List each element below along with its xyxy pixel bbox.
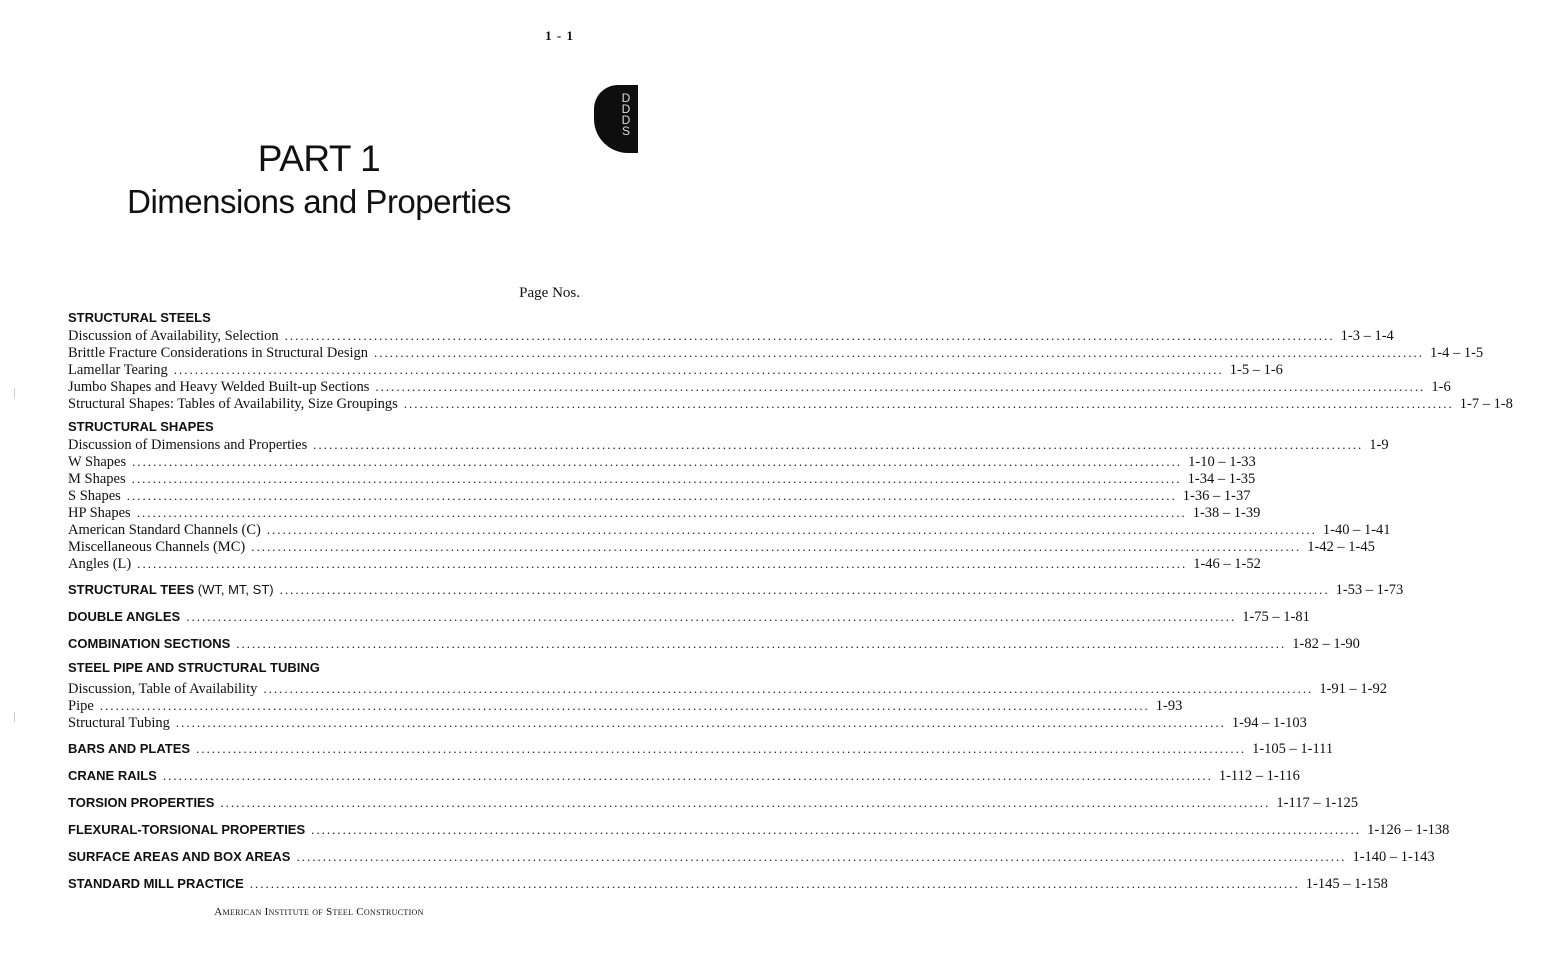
toc-entry[interactable]: Miscellaneous Channels (MC) ........................................................................................................................................................................................................ 1-42 – 1-45 xyxy=(68,539,1375,555)
leader-dots: ........................................................................................................................................................................................................ xyxy=(136,505,1187,520)
leader-dots: ........................................................................................................................................................................................................ xyxy=(403,396,1454,411)
toc-entry-combination-sections[interactable]: COMBINATION SECTIONS ........................................................................................................................................................................................................ 1-82 – 1-90 xyxy=(68,630,582,657)
toc-entry[interactable]: W Shapes ........................................................................................................................................................................................................ 1-10 – 1-33 xyxy=(68,454,1256,470)
part-title: PART 1 xyxy=(257,138,381,179)
section-heading-structural-shapes: STRUCTURAL SHAPES xyxy=(68,419,214,434)
leader-dots: ........................................................................................................................................................................................................ xyxy=(236,636,1287,651)
leader-dots: ........................................................................................................................................................................................................ xyxy=(251,539,1302,554)
leader-dots: ........................................................................................................................................................................................................ xyxy=(296,849,1347,864)
page-number: 1 - 1 xyxy=(545,28,574,43)
toc-entry-standard-mill-practice[interactable]: STANDARD MILL PRACTICE ........................................................................................................................................................................................................ 1-145 – 1-158 xyxy=(68,870,582,897)
toc-entry-torsion-properties[interactable]: TORSION PROPERTIES ........................................................................................................................................................................................................ 1-117 – 1-125 xyxy=(68,789,582,816)
leader-dots: ........................................................................................................................................................................................................ xyxy=(374,345,1425,360)
toc-entry[interactable]: HP Shapes ........................................................................................................................................................................................................ 1-38 – 1-39 xyxy=(68,505,1261,521)
leader-dots: ........................................................................................................................................................................................................ xyxy=(126,488,1177,503)
section-heading-structural-steels: STRUCTURAL STEELS xyxy=(68,310,211,325)
leader-dots: ........................................................................................................................................................................................................ xyxy=(186,609,1237,624)
page-nos-label: Page Nos. xyxy=(519,285,580,301)
toc-entry[interactable]: Discussion of Dimensions and Properties ........................................................................................................................................................................................................ 1-9 xyxy=(68,437,1389,453)
leader-dots: ........................................................................................................................................................................................................ xyxy=(196,741,1247,756)
leader-dots: ........................................................................................................................................................................................................ xyxy=(137,556,1188,571)
section-tab-label: DDDS xyxy=(621,91,631,138)
toc-entry[interactable]: Structural Tubing ........................................................................................................................................................................................................ 1-94 – 1-103 xyxy=(68,715,1307,731)
toc-entry[interactable]: Lamellar Tearing ........................................................................................................................................................................................................ 1-5 – 1-6 xyxy=(68,362,1283,378)
toc-entry[interactable]: Brittle Fracture Considerations in Structural Design ........................................................................................................................................................................................................ 1-4 – 1-5 xyxy=(68,345,1484,361)
leader-dots: ........................................................................................................................................................................................................ xyxy=(162,768,1213,783)
leader-dots: ........................................................................................................................................................................................................ xyxy=(284,328,1335,343)
toc-entry-crane-rails[interactable]: CRANE RAILS ........................................................................................................................................................................................................ 1-112 – 1-116 xyxy=(68,762,582,789)
margin-mark xyxy=(14,712,15,722)
footer-publisher: American Institute of Steel Construction xyxy=(214,906,424,918)
leader-dots: ........................................................................................................................................................................................................ xyxy=(263,681,1314,696)
toc-entry-double-angles[interactable]: DOUBLE ANGLES ........................................................................................................................................................................................................ 1-75 – 1-81 xyxy=(68,603,582,630)
leader-dots: ........................................................................................................................................................................................................ xyxy=(249,876,1300,891)
margin-mark xyxy=(14,388,15,398)
leader-dots: ........................................................................................................................................................................................................ xyxy=(173,362,1224,377)
toc-entry-bars-and-plates[interactable]: BARS AND PLATES ........................................................................................................................................................................................................ 1-105 – 1-111 xyxy=(68,735,582,762)
toc-entry-surface-areas[interactable]: SURFACE AREAS AND BOX AREAS ........................................................................................................................................................................................................ 1-140 – 1-143 xyxy=(68,843,582,870)
toc-entry[interactable]: American Standard Channels (C) ........................................................................................................................................................................................................ 1-40 – 1-41 xyxy=(68,522,1391,538)
leader-dots: ........................................................................................................................................................................................................ xyxy=(99,698,1150,713)
leader-dots: ........................................................................................................................................................................................................ xyxy=(313,437,1364,452)
section-heading-steel-pipe: STEEL PIPE AND STRUCTURAL TUBING xyxy=(68,660,320,675)
leader-dots: ........................................................................................................................................................................................................ xyxy=(131,471,1182,486)
toc-entry[interactable]: M Shapes ........................................................................................................................................................................................................ 1-34 – 1-35 xyxy=(68,471,1256,487)
toc-entry[interactable]: Angles (L) ........................................................................................................................................................................................................ 1-46 – 1-52 xyxy=(68,556,1261,572)
toc-entry[interactable]: Pipe ........................................................................................................................................................................................................ 1-93 xyxy=(68,698,1183,714)
part-subtitle: Dimensions and Properties xyxy=(127,183,511,220)
toc-entry[interactable]: Structural Shapes: Tables of Availability, Size Groupings ........................................................................................................................................................................................................ 1-7 – 1-8 xyxy=(68,396,1513,412)
table-of-contents xyxy=(68,309,1513,897)
leader-dots: ........................................................................................................................................................................................................ xyxy=(220,795,1271,810)
leader-dots: ........................................................................................................................................................................................................ xyxy=(279,582,1330,597)
toc-entry-structural-tees[interactable]: STRUCTURAL TEES (WT, MT, ST) ........................................................................................................................................................................................................ 1-53 – 1-73 xyxy=(68,576,582,603)
leader-dots: ........................................................................................................................................................................................................ xyxy=(266,522,1317,537)
toc-entry[interactable]: S Shapes ........................................................................................................................................................................................................ 1-36 – 1-37 xyxy=(68,488,1251,504)
toc-entry-flexural-torsional-properties[interactable]: FLEXURAL-TORSIONAL PROPERTIES ........................................................................................................................................................................................................ 1-126 – 1-138 xyxy=(68,816,582,843)
leader-dots: ........................................................................................................................................................................................................ xyxy=(375,379,1426,394)
leader-dots: ........................................................................................................................................................................................................ xyxy=(175,715,1226,730)
leader-dots: ........................................................................................................................................................................................................ xyxy=(132,454,1183,469)
toc-entry[interactable]: Jumbo Shapes and Heavy Welded Built-up Sections ........................................................................................................................................................................................................ 1-6 xyxy=(68,379,1451,395)
leader-dots: ........................................................................................................................................................................................................ xyxy=(311,822,1362,837)
toc-entry[interactable]: Discussion, Table of Availability ........................................................................................................................................................................................................ 1-91 – 1-92 xyxy=(68,681,1388,697)
toc-entry[interactable]: Discussion of Availability, Selection ........................................................................................................................................................................................................ 1-3 – 1-4 xyxy=(68,328,1394,344)
